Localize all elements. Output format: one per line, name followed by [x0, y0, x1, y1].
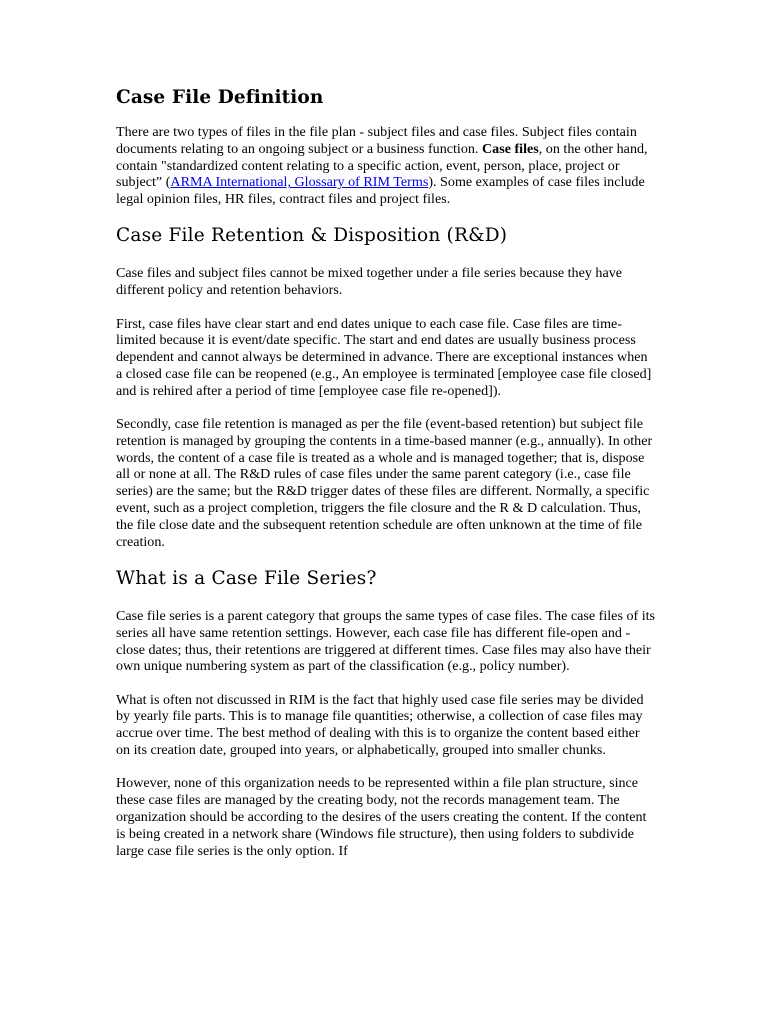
paragraph: Case files and subject files cannot be mixed together under a file series because they have different policy and retention behaviors. [116, 265, 623, 299]
heading-retention-disposition: Case File Retention & Disposition (R&D) [116, 225, 508, 247]
document-page [116, 86, 656, 876]
bold-term-case-files: Case files [481, 140, 539, 157]
text-segment: There are two types of files in the file plan - subject files and case files. Subject files contain documents relating to an ongoing subject or a business function. [116, 124, 637, 157]
arma-glossary-link[interactable]: ARMA International, Glossary of RIM Terms [170, 174, 429, 191]
text-segment: ). Some examples of case files include legal opinion files, HR files, contract files and project files. [116, 174, 645, 208]
paragraph: What is often not discussed in RIM is the fact that highly used case file series may be divided by yearly file parts. This is to manage file quantities; otherwise, a collection of case files may accrue over time. The best method of dealing with this is to organize the content based either on its creation date, grouped into years, or alphabetically, grouped into smaller chunks. [116, 691, 644, 759]
paragraph: Case file series is a parent category that groups the same types of case files. The case files of its series all have same retention settings. However, each case file has different file-open and -close dates; thus, their retentions are triggered at different times. Case files may also have their own unique numbering system as part of the classification (e.g., policy number). [116, 607, 656, 675]
paragraph-case-file-definition [116, 124, 656, 208]
text-segment: , on the other hand, contain "standardized content relating to a specific action, event, person, place, project or subject” ( [116, 140, 648, 191]
paragraph: However, none of this organization needs to be represented within a file plan structure, since these case files are managed by the creating body, not the records management team. The organization should be according to the desires of the users creating the content. If the content is being created in a network share (Windows file structure), then using folders to subdivide large case file series is the only option. If [116, 775, 647, 859]
heading-case-file-definition: Case File Definition [116, 87, 324, 108]
paragraph: Secondly, case file retention is managed as per the file (event-based retention) but subject file retention is managed by grouping the contents in a time-based manner (e.g., annually). In other words, the content of a case file is treated as a whole and is managed together; that is, dispose all or none at all. The R&D rules of case files under the same parent category (i.e., case file series) are the same; but the R&D trigger dates of these files are different. Normally, a specific event, such as a project completion, triggers the file closure and the R & D calculation. Thus, the file close date and the subsequent retention schedule are often unknown at the time of file creation. [116, 416, 653, 550]
heading-case-file-series: What is a Case File Series? [116, 567, 377, 589]
paragraph: First, case files have clear start and end dates unique to each case file. Case files are time-limited because it is event/date specific. The start and end dates are usually business process dependent and cannot always be determined in advance. There are exceptional instances when a closed case file can be reopened (e.g., An employee is terminated [employee case file closed] and is rehired after a period of time [employee case file re-opened]). [116, 315, 652, 399]
